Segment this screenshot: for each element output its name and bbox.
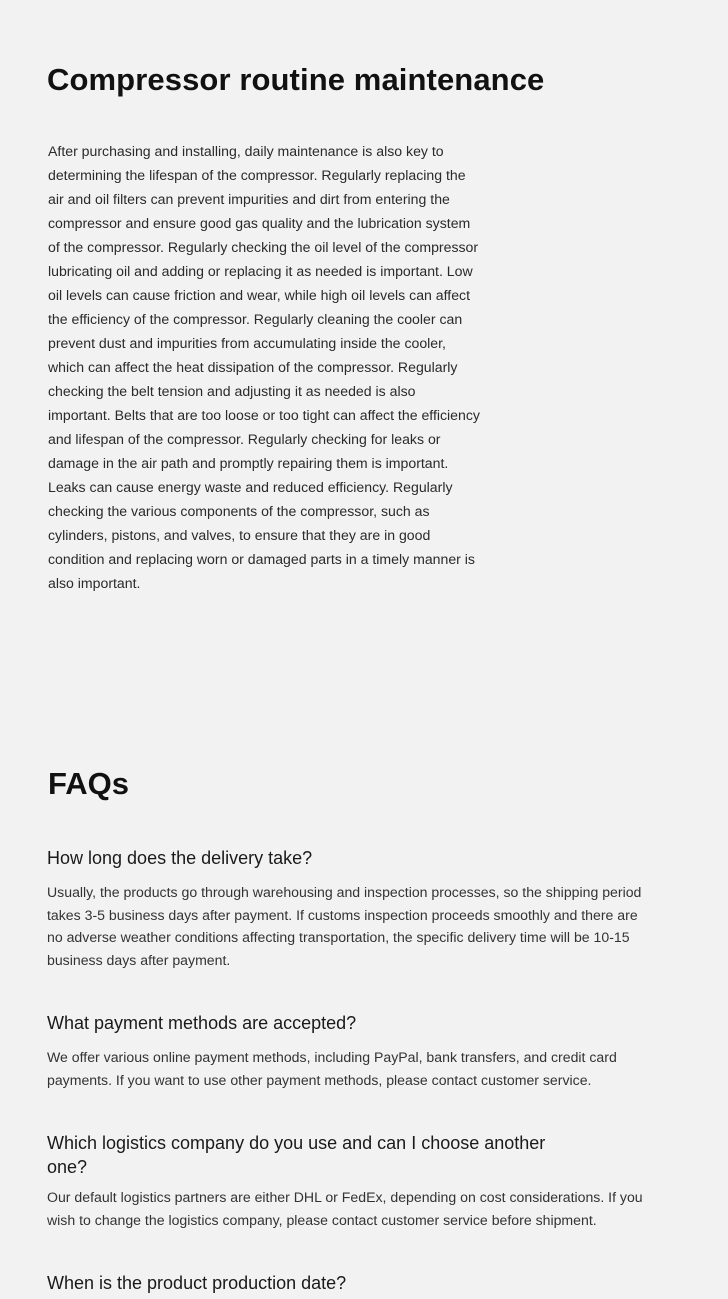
faq-question-production-date[interactable]: When is the product production date? <box>47 1273 347 1293</box>
faq-answer-delivery: Usually, the products go through warehousing and inspection processes, so the shipping period takes 3-5 business days after payment. If customs inspection proceeds smoothly and there are no adverse weather conditions affecting transportation, the specific delivery time will be 10-15 business days after payment. <box>47 884 642 968</box>
maintenance-title: Compressor routine maintenance <box>47 62 545 97</box>
faq-question-delivery[interactable]: How long does the delivery take? <box>47 848 313 868</box>
faq-answer-logistics: Our default logistics partners are either DHL or FedEx, depending on cost considerations. If you wish to change the logistics company, please contact customer service before shipment. <box>47 1189 643 1228</box>
faq-answer-payment: We offer various online payment methods, including PayPal, bank transfers, and credit card payments. If you want to use other payment methods, please contact customer service. <box>47 1049 617 1088</box>
maintenance-body: After purchasing and installing, daily maintenance is also key to determining the lifespan of the compressor. Regularly replacing the air and oil filters can prevent impurities and dirt from entering the compressor and ensure good gas quality and the lubrication system of the compressor. Regularly checking the oil level of the compressor lubricating oil and adding or replacing it as needed is important. Low oil levels can cause friction and wear, while high oil levels can affect the efficiency of the compressor. Regularly cleaning the cooler can prevent dust and impurities from accumulating inside the cooler, which can affect the heat dissipation of the compressor. Regularly checking the belt tension and adjusting it as needed is also important. Belts that are too loose or too tight can affect the efficiency and lifespan of the compressor. Regularly checking for leaks or damage in the air path and promptly repairing them is important. Leaks can cause energy waste and reduced efficiency. Regularly checking the various components of the compressor, such as cylinders, pistons, and valves, to ensure that they are in good condition and replacing worn or damaged parts in a timely manner is also important. <box>48 143 480 591</box>
faq-question-payment[interactable]: What payment methods are accepted? <box>47 1013 357 1033</box>
faq-title: FAQs <box>48 766 129 801</box>
faq-question-logistics[interactable]: Which logistics company do you use and can I choose another one? <box>47 1133 546 1177</box>
